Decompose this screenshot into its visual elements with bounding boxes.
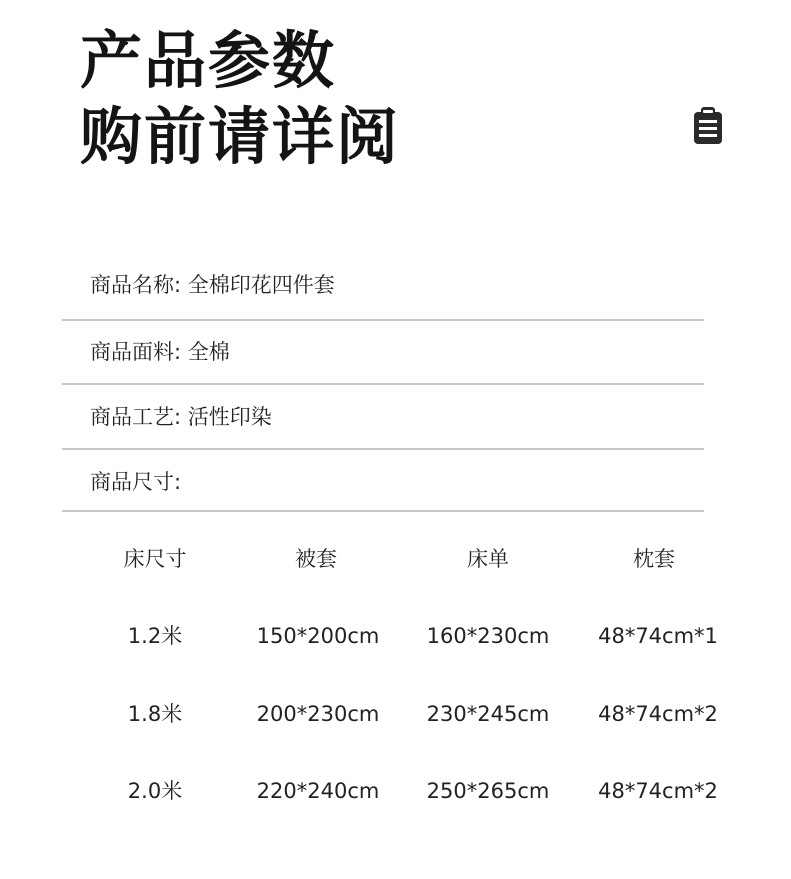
table-header-duvet-cover: 被套: [295, 547, 337, 571]
param-row-fabric: [90, 342, 230, 363]
param-label: 商品工艺:: [90, 405, 182, 429]
table-cell-duvet-cover: 220*240cm: [256, 779, 380, 803]
table-cell-bed-sheet: 160*230cm: [426, 624, 550, 648]
divider: [62, 383, 704, 385]
table-cell-bed-sheet: 230*245cm: [426, 702, 550, 726]
table-cell-duvet-cover: 200*230cm: [256, 702, 380, 726]
table-header-bed-sheet: 床单: [467, 547, 509, 571]
table-cell-pillowcase: 48*74cm*2: [598, 702, 718, 726]
param-value: 活性印染: [187, 405, 272, 429]
param-value: 全棉印花四件套: [187, 273, 335, 297]
page-title-line-1: 产品参数: [80, 24, 337, 97]
param-value: 全棉: [187, 340, 230, 364]
param-label: 商品面料:: [90, 340, 182, 364]
page-title-line-2: 购前请详阅: [80, 100, 401, 173]
table-cell-bed-size: 2.0米: [127, 779, 183, 803]
param-row-name: [90, 275, 335, 296]
table-cell-bed-size: 1.2米: [127, 624, 183, 648]
divider: [62, 448, 704, 450]
table-cell-pillowcase: 48*74cm*2: [598, 779, 718, 803]
table-header-bed-size: 床尺寸: [123, 547, 187, 571]
table-cell-bed-sheet: 250*265cm: [426, 779, 550, 803]
divider: [62, 319, 704, 321]
param-label: 商品名称:: [90, 273, 182, 297]
divider: [62, 510, 704, 512]
table-cell-bed-size: 1.8米: [127, 702, 183, 726]
param-row-size: [90, 472, 181, 493]
clipboard-icon: [692, 106, 724, 146]
param-label: 商品尺寸:: [90, 470, 182, 494]
table-cell-pillowcase: 48*74cm*1: [598, 624, 718, 648]
table-cell-duvet-cover: 150*200cm: [256, 624, 380, 648]
param-row-process: [90, 407, 272, 428]
table-header-pillowcase: 枕套: [633, 547, 675, 571]
